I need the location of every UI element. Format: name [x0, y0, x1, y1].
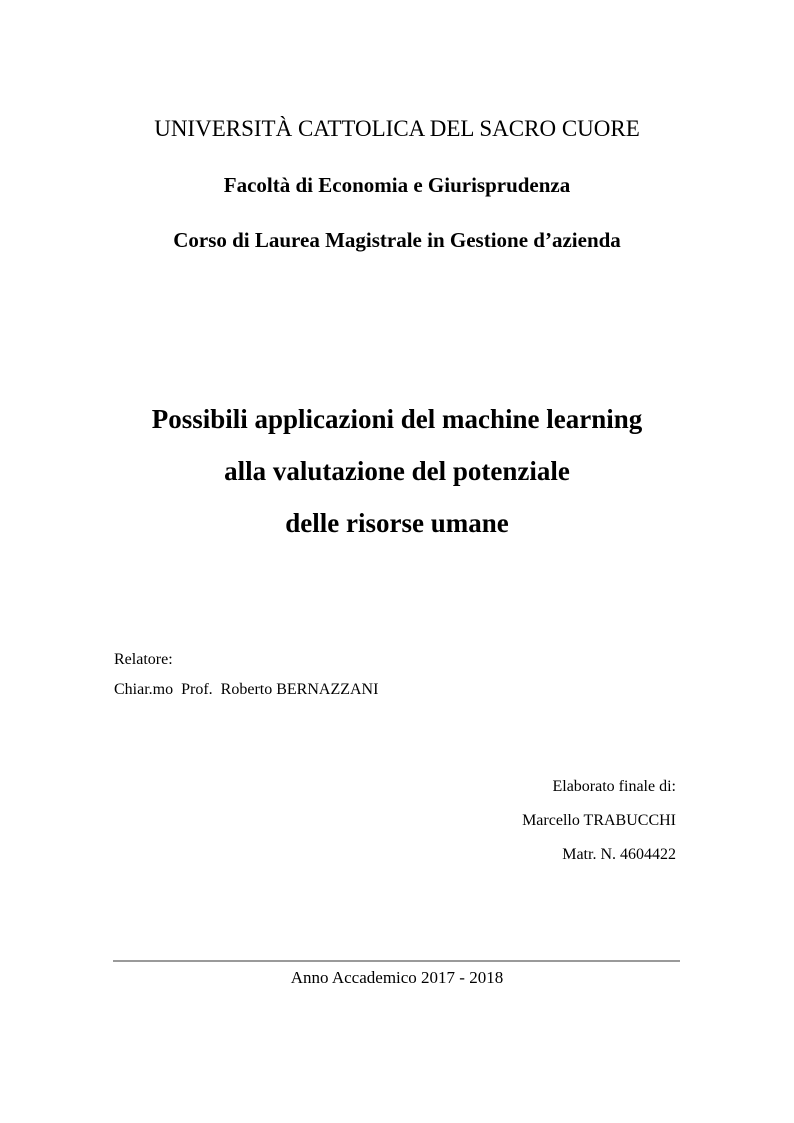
- supervisor-block: [114, 645, 378, 705]
- footer-divider: [113, 960, 680, 962]
- course-name: Corso di Laurea Magistrale in Gestione d’azienda: [173, 228, 621, 252]
- thesis-title-line-2: alla valutazione del potenziale: [224, 456, 570, 486]
- academic-year: Anno Accademico 2017 - 2018: [290, 968, 504, 987]
- supervisor-label: Relatore:: [114, 651, 173, 668]
- candidate-label: Elaborato finale di:: [552, 778, 676, 795]
- candidate-matriculation: Matr. N. 4604422: [562, 846, 676, 863]
- faculty-name: Facoltà di Economia e Giurisprudenza: [223, 173, 571, 197]
- thesis-title-line-3: delle risorse umane: [285, 508, 509, 538]
- university-name: UNIVERSITÀ CATTOLICA DEL SACRO CUORE: [154, 116, 640, 141]
- candidate-block: [522, 770, 676, 872]
- candidate-name: Marcello TRABUCCHI: [522, 812, 676, 829]
- thesis-title-line-1: Possibili applicazioni del machine learning: [151, 404, 643, 434]
- supervisor-name: Chiar.mo Prof. Roberto BERNAZZANI: [114, 681, 379, 698]
- thesis-title: [0, 393, 794, 549]
